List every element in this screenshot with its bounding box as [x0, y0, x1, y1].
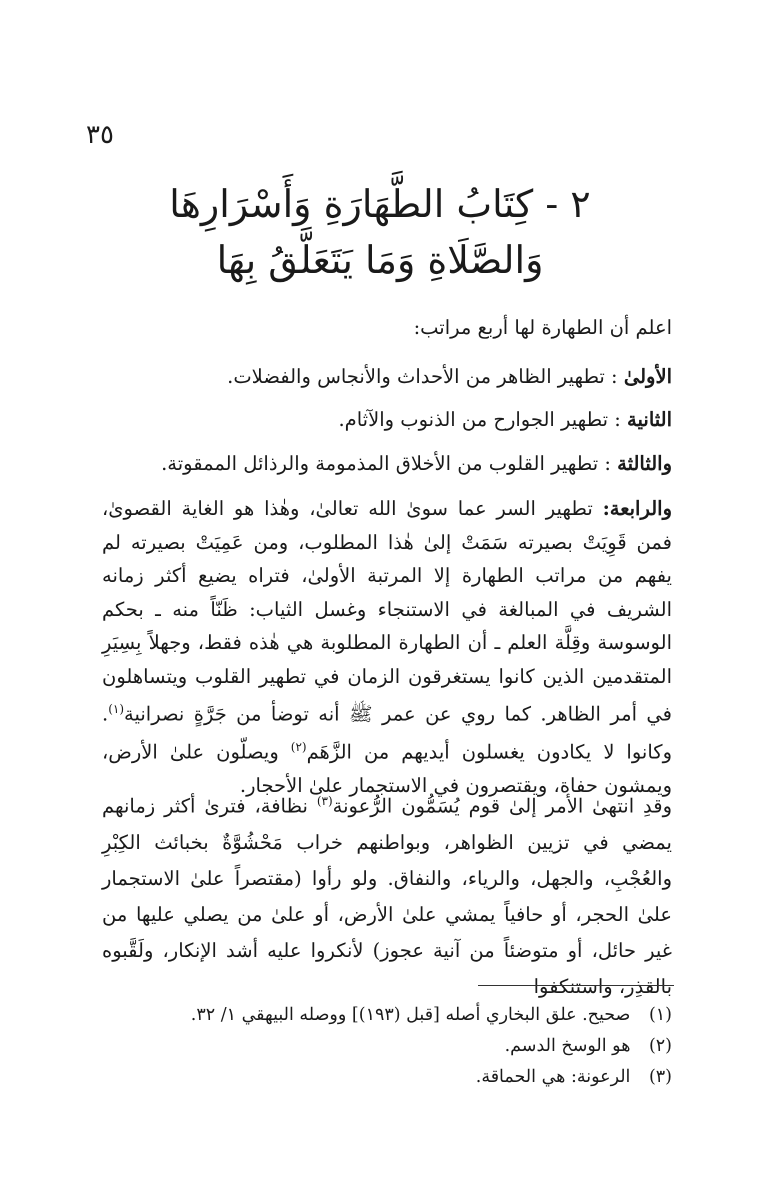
paragraph-fourth-rank: [102, 492, 672, 803]
page-number: ٣٥: [86, 120, 114, 150]
footnote-item: [110, 1031, 672, 1062]
paragraph-text: وقدِ انتهىٰ الأمر إلىٰ قوم يُسَمُّون الرُّعونة: [332, 794, 672, 818]
footnote-ref[interactable]: (٣): [316, 794, 333, 808]
rank-third: [110, 449, 672, 479]
footnote-number: (٢): [648, 1036, 672, 1056]
footnote-item: [110, 1000, 672, 1031]
paragraph-text: نظافة، فترىٰ أكثر زمانهم يمضي في تزيين الظواهر، وبواطنهم خراب مَحْشُوَّةٌ بخبائث الكِبْرِ والعُجْبِ، والجهل، والرياء، والنفاق. ولو رأوا (مقتصراً علىٰ الاستجمار علىٰ الحجر، أو حافياً يمشي علىٰ الأرض، أو علىٰ من يصلي عليها من غير حائل، أو متوضئاً من آنية عجوز) لأنكروا عليه أشد الإنكار، ولَقَّبوه بالقذِر، واستنكفوا: [102, 794, 672, 998]
footnotes: [110, 1000, 672, 1093]
footnote-ref[interactable]: (٢): [290, 740, 307, 754]
footnote-ref[interactable]: (١): [108, 702, 125, 716]
footnote-text: صحيح. علق البخاري أصله [قبل (١٩٣)] ووصله البيهقي ١/ ٣٢.: [190, 1005, 631, 1025]
rank-label: والثالثة: [617, 452, 672, 475]
rank-first: [110, 362, 672, 392]
paragraph-second: [102, 783, 672, 1005]
rank-text: : تطهير القلوب من الأخلاق المذمومة والرذائل الممقوتة.: [161, 452, 611, 475]
footnote-divider: [478, 985, 674, 986]
paragraph-text: ويصلّون علىٰ الأرض، ويمشون حفاة، ويقتصرون في الاستجمار علىٰ الأحجار.: [102, 740, 672, 797]
rank-label: الأولىٰ: [623, 365, 672, 388]
footnote-number: (٣): [648, 1067, 672, 1087]
rank-label: والرابعة:: [602, 497, 673, 520]
footnote-text: الرعونة: هي الحماقة.: [475, 1067, 631, 1087]
paragraph-text: تطهير السر عما سوىٰ الله تعالىٰ، وهٰذا هو الغاية القصوىٰ، فمن قَوِيَتْ بصيرته سَمَتْ إلىٰ هٰذا المطلوب، ومن عَمِيَتْ بصيرته لم يفهم من مراتب الطهارة إلا المرتبة الأولىٰ، فتراه يضيع أكثر زمانه الشريف في المبالغة في الاستنجاء وغسل الثياب: ظَنّاً منه ـ بحكم الوسوسة وقِلَّة العلم ـ أن الطهارة المطلوبة هي هٰذه فقط، وجهلاً بِسِيَرِ المتقدمين الذين كانوا يستغرقون الزمان في تطهير القلوب ويتساهلون في أمر الظاهر. كما روي عن عمر ﷺ أنه توضأ من جَرَّةٍ نصرانية: [102, 497, 672, 726]
footnote-number: (١): [648, 1005, 672, 1025]
rank-text: : تطهير الظاهر من الأحداث والأنجاس والفضلات.: [227, 365, 618, 388]
footnote-text: هو الوسخ الدسم.: [504, 1036, 631, 1056]
chapter-title-line1: ٢ - كِتَابُ الطَّهَارَةِ وَأَسْرَارِهَا: [169, 182, 591, 226]
intro-paragraph: اعلم أن الطهارة لها أربع مراتب:: [413, 316, 672, 339]
rank-second: [110, 405, 672, 435]
rank-label: الثانية: [627, 408, 672, 431]
footnote-item: [110, 1062, 672, 1093]
rank-text: : تطهير الجوارح من الذنوب والآثام.: [338, 408, 621, 431]
paragraph-text: . وكانوا لا يكادون يغسلون أيديهم من الزَّهَم: [102, 702, 672, 764]
chapter-title-line2: وَالصَّلَاةِ وَمَا يَتَعَلَّقُ بِهَا: [216, 238, 544, 282]
